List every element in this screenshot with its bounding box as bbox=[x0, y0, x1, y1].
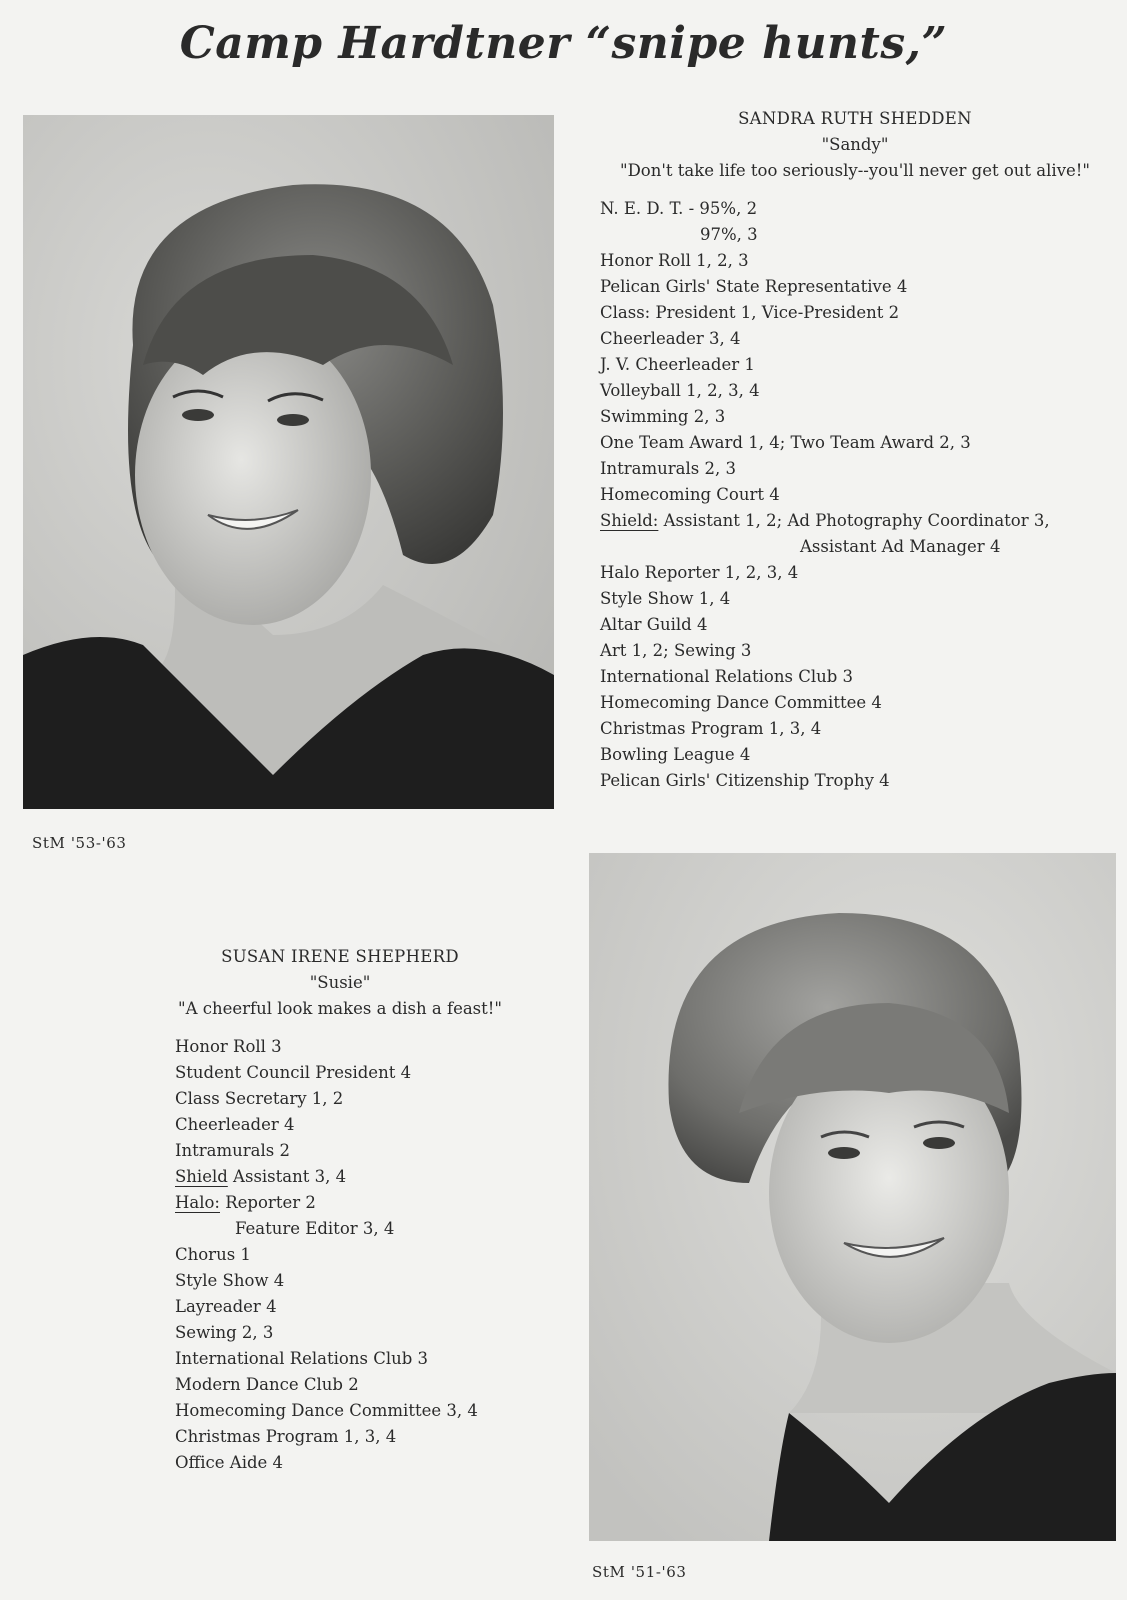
activity-item bbox=[175, 1190, 575, 1216]
activity-item: J. V. Cheerleader 1 bbox=[600, 355, 755, 374]
page-title: Camp Hardtner “snipe hunts,” bbox=[179, 18, 948, 69]
activity-item: Volleyball 1, 2, 3, 4 bbox=[600, 381, 760, 400]
activity-item: Intramurals 2 bbox=[175, 1141, 290, 1160]
activity-item: Homecoming Dance Committee 3, 4 bbox=[175, 1401, 478, 1420]
activity-item: Halo Reporter 1, 2, 3, 4 bbox=[600, 563, 799, 582]
activity-item: Office Aide 4 bbox=[175, 1453, 284, 1472]
activity-item: Altar Guild 4 bbox=[600, 615, 708, 634]
student-name: SUSAN IRENE SHEPHERD bbox=[221, 947, 459, 966]
portrait-image bbox=[589, 853, 1116, 1541]
activity-item: N. E. D. T. - 95%, 2 bbox=[600, 199, 758, 218]
activity-item: Swimming 2, 3 bbox=[600, 407, 726, 426]
halo-detail: Reporter 2 bbox=[220, 1193, 316, 1212]
activity-item: Christmas Program 1, 3, 4 bbox=[175, 1427, 397, 1446]
activity-item: Honor Roll 1, 2, 3 bbox=[600, 251, 749, 270]
activity-item: Cheerleader 4 bbox=[175, 1115, 295, 1134]
shield-detail: Assistant 3, 4 bbox=[227, 1167, 347, 1186]
activity-list bbox=[175, 1034, 575, 1476]
activity-item: International Relations Club 3 bbox=[600, 667, 854, 686]
activity-item: 97%, 3 bbox=[700, 225, 758, 244]
activity-item: Modern Dance Club 2 bbox=[175, 1375, 359, 1394]
activity-item: Homecoming Court 4 bbox=[600, 485, 780, 504]
student-nickname: "Susie" bbox=[309, 973, 371, 992]
activity-item: Layreader 4 bbox=[175, 1297, 277, 1316]
activity-item: Pelican Girls' State Representative 4 bbox=[600, 277, 908, 296]
activity-list bbox=[600, 196, 1110, 794]
activity-item: Homecoming Dance Committee 4 bbox=[600, 693, 882, 712]
shield-label: Shield bbox=[175, 1167, 228, 1186]
activity-item: Intramurals 2, 3 bbox=[600, 459, 736, 478]
student-quote: "Don't take life too seriously--you'll never get out alive!" bbox=[619, 161, 1091, 180]
activity-item: Cheerleader 3, 4 bbox=[600, 329, 741, 348]
student-name: SANDRA RUTH SHEDDEN bbox=[738, 109, 972, 128]
activity-item: Assistant Ad Manager 4 bbox=[800, 537, 1001, 556]
photo-caption-sandra: StM '53-'63 bbox=[32, 834, 127, 852]
activity-item: Style Show 1, 4 bbox=[600, 589, 731, 608]
bio-susan bbox=[175, 944, 575, 1476]
activity-item: Student Council President 4 bbox=[175, 1063, 412, 1082]
photo-caption-susan: StM '51-'63 bbox=[592, 1563, 687, 1581]
activity-item: Bowling League 4 bbox=[600, 745, 751, 764]
activity-item: Art 1, 2; Sewing 3 bbox=[600, 641, 752, 660]
shield-detail: Assistant 1, 2; Ad Photography Coordinator 3, bbox=[658, 511, 1050, 530]
activity-item: Class Secretary 1, 2 bbox=[175, 1089, 344, 1108]
halo-label: Halo: bbox=[175, 1193, 220, 1212]
activity-item: Chorus 1 bbox=[175, 1245, 251, 1264]
activity-item: Pelican Girls' Citizenship Trophy 4 bbox=[600, 771, 890, 790]
shield-label: Shield: bbox=[600, 511, 659, 530]
bio-sandra bbox=[600, 106, 1110, 794]
activity-item: Sewing 2, 3 bbox=[175, 1323, 274, 1342]
activity-item: Feature Editor 3, 4 bbox=[235, 1219, 395, 1238]
student-quote: "A cheerful look makes a dish a feast!" bbox=[177, 999, 502, 1018]
activity-item: One Team Award 1, 4; Two Team Award 2, 3 bbox=[600, 433, 971, 452]
activity-item bbox=[600, 508, 1110, 534]
activity-item: Christmas Program 1, 3, 4 bbox=[600, 719, 822, 738]
activity-item bbox=[175, 1164, 575, 1190]
activity-item: Class: President 1, Vice-President 2 bbox=[600, 303, 900, 322]
portrait-photo-sandra bbox=[23, 115, 554, 809]
portrait-photo-susan bbox=[589, 853, 1116, 1541]
activity-item: Honor Roll 3 bbox=[175, 1037, 282, 1056]
activity-item: Style Show 4 bbox=[175, 1271, 285, 1290]
portrait-image bbox=[23, 115, 554, 809]
student-nickname: "Sandy" bbox=[821, 135, 889, 154]
activity-item: International Relations Club 3 bbox=[175, 1349, 429, 1368]
